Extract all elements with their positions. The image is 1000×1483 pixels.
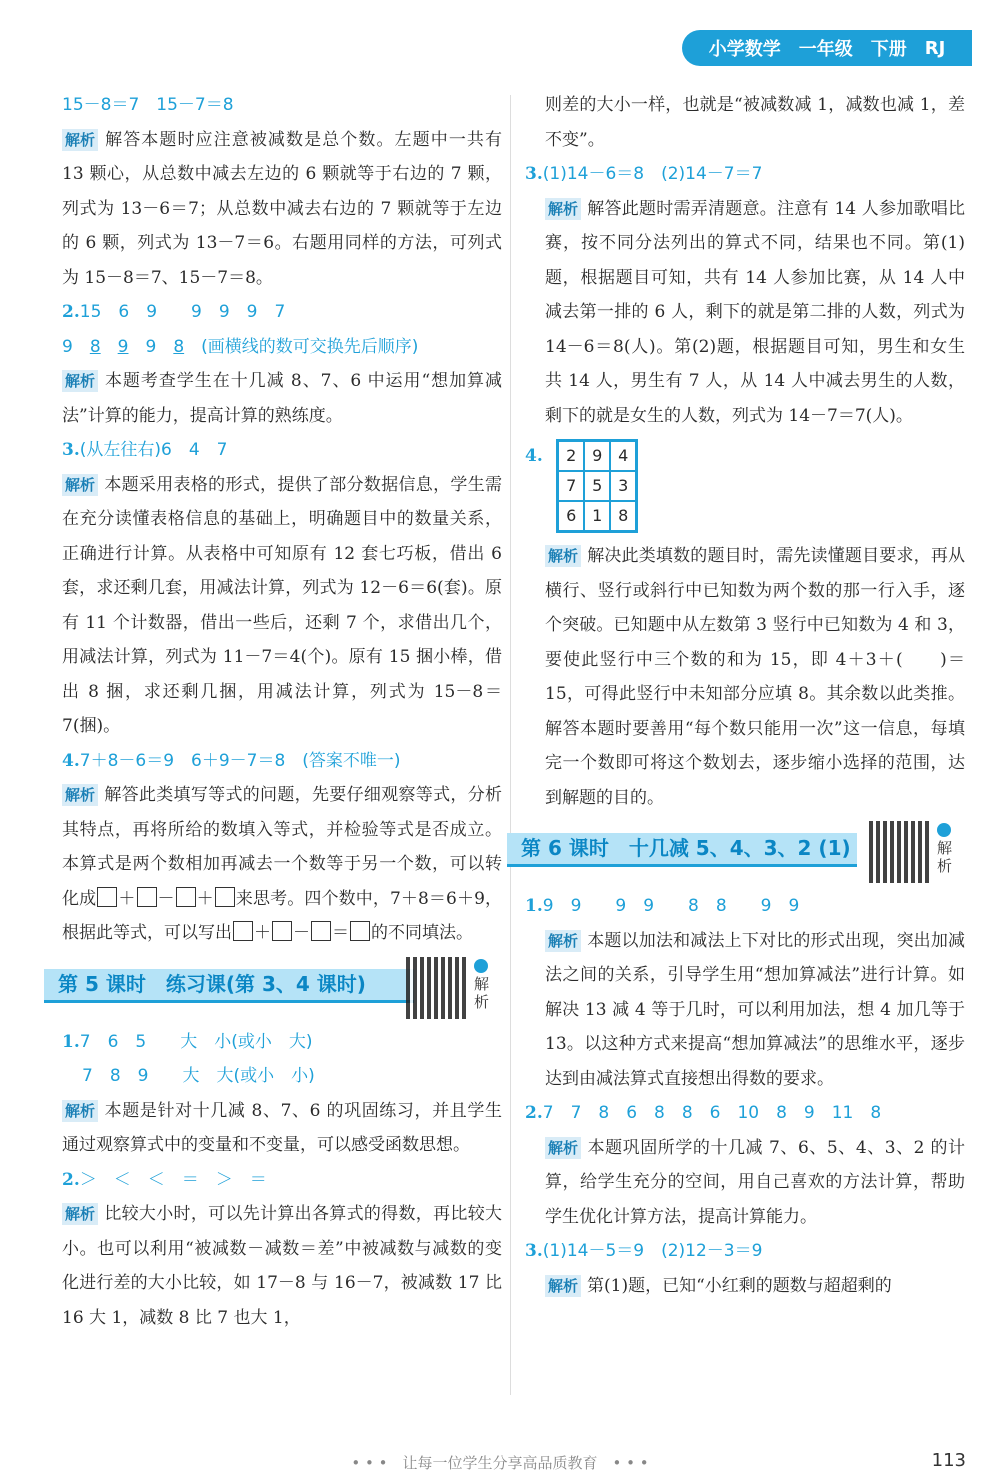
play-icon: [474, 959, 488, 973]
grid-cell: 9: [584, 441, 610, 471]
blank-box: [97, 887, 117, 907]
lesson-title: 第 5 课时 练习课(第 3、4 课时): [44, 969, 414, 1003]
blank-box: [350, 921, 370, 941]
analysis-paragraph: 解析 本题是针对十几减 8、7、6 的巩固练习，并且学生通过观察算式中的变量和不变量，可以感受函数思想。: [62, 1100, 502, 1155]
continued-paragraph: 则差的大小一样，也就是“被减数减 1，减数也减 1，差不变”。: [545, 95, 965, 150]
question-3-answer: 3.(1)14－6＝8 (2)14－7＝7: [525, 164, 763, 184]
lesson5-question-1-answer-line2: 7 8 9 大 大(或小 小): [82, 1066, 315, 1086]
analysis-paragraph: 解析 第(1)题，已知“小红剩的题数与超超剩的: [525, 1269, 965, 1304]
blank-box: [137, 887, 157, 907]
lesson6-question-2-answer: 2.7 7 8 6 8 8 6 10 8 9 11 8: [525, 1103, 882, 1123]
lesson-title: 第 6 课时 十几减 5、4、3、2 (1): [507, 833, 857, 867]
analysis-tag: 解析: [62, 1100, 98, 1122]
grid-cell: 3: [610, 471, 636, 501]
header-grade: 一年级: [798, 39, 853, 60]
header-edition: RJ: [924, 37, 946, 59]
analysis-paragraph: 解析 本题采用表格的形式，提供了部分数据信息，学生需在充分读懂表格信息的基础上，明确题目中的数量关系，正确进行计算。从表格中可知原有 12 套七巧板，借出 6 套，求还剩几套，用减法计算，列式为 12－6＝6(套)。原有 11 个计数器，借出一些后，还剩 7 个，求借出几个，用减法计算，列式为 11－7＝4(个)。原有 15 捆小棒，借出 8 捆，求还剩几捆，用减法计算，列式为 15－8＝7(捆)。: [62, 474, 502, 736]
analysis-paragraph: 解析 比较大小时，可以先计算出各算式的得数，再比较大小。也可以利用“被减数－减数＝差”中被减数与减数的变化进行差的大小比较，如 17－8 与 16－7，被减数 17 比 16 大 1，减数 8 比 7 也大 1，: [62, 1204, 502, 1328]
question-4-answer: 4.7＋8－6＝9 6＋9－7＝8 (答案不唯一): [62, 750, 401, 771]
question-4-answer: 4. 2 9 4 7 5 3 6 1 8: [525, 439, 965, 533]
right-column: [521, 88, 965, 1303]
analysis-tag: 解析: [545, 930, 581, 952]
analysis-paragraph: 解析 解答此题时需弄清题意。注意有 14 人参加歌唱比赛，按不同分法列出的算式不同，结果也不同。第(1)题，根据题目可知，共有 14 人参加比赛，从 14 人中减去第一排的 6 人，剩下的就是第二排的人数，列式为 14－6＝8(人)。第(2)题，根据题目可知，男生和女生共 14 人，男生有 7 人，从 14 人中减去男生的人数，剩下的就是女生的人数，列式为 14－7＝7(人)。: [545, 198, 965, 426]
analysis-tag: 解析: [62, 370, 98, 392]
left-column: [58, 88, 503, 1335]
header-volume: 下册: [870, 39, 907, 60]
analysis-tag: 解析: [545, 198, 581, 220]
grid-cell: 6: [558, 501, 584, 531]
lesson6-question-1-answer: 1.9 9 9 9 8 8 9 9: [525, 896, 800, 916]
blank-box: [272, 921, 292, 941]
analysis-paragraph: 解析 本题以加法和减法上下对比的形式出现，突出加减法之间的关系，引导学生用“想加算减法”进行计算。如解决 13 减 4 等于几时，可以利用加法，想 4 加几等于 13。以这种方式来提高“想加算减法”的思维水平，逐步达到由减法算式直接想出得数的要求。: [545, 930, 965, 1089]
footer-slogan: • • • 让每一位学生分享高品质教育 • • •: [351, 1454, 649, 1472]
qr-label: 解析: [937, 823, 955, 875]
blank-box: [311, 921, 331, 941]
analysis-paragraph: 解析 解决此类填数的题目时，需先读懂题目要求，再从横行、竖行或斜行中已知数为两个数的那一行入手，逐个突破。已知题中从左数第 3 竖行中已知数为 4 和 3，要使此竖行中三个数的和为 15，即 4＋3＋( )＝15，可得此竖行中未知部分应填 8。其余数以此类推。解答本题时要善用“每个数只能用一次”这一信息，每填完一个数即可将这个数划去，逐步缩小选择的范围，达到解题的目的。: [545, 546, 965, 808]
lesson5-question-1-answer: 1.7 6 5 大 小(或小 大): [62, 1031, 313, 1052]
grid-cell: 8: [610, 501, 636, 531]
question-2-answer-line2: 9 8 9 9 8 (画横线的数可交换先后顺序): [62, 336, 419, 357]
analysis-paragraph: 解析 解答此类填写等式的问题，先要仔细观察等式，分析其特点，再将所给的数填入等式，并检验等式是否成立。本算式是两个数相加再减去一个数等于另一个数，可以转化成 ＋ － ＋ 来思考。四个数中，7＋8＝6＋9，根据此等式，可以写出 ＋ － ＝ 的不同填法。: [62, 785, 503, 943]
qr-code-icon[interactable]: [406, 957, 468, 1019]
header-book-tag: [682, 30, 972, 66]
lesson6-question-3-answer: 3.(1)14－5＝9 (2)12－3＝9: [525, 1241, 763, 1261]
header-subject: 小学数学: [708, 39, 781, 60]
analysis-tag: 解析: [62, 474, 98, 496]
magic-square-grid: [556, 439, 638, 533]
analysis-tag: 解析: [545, 1275, 581, 1297]
grid-cell: 1: [584, 501, 610, 531]
answer-line: 15－8＝7 15－7＝8: [62, 95, 234, 115]
grid-cell: 2: [558, 441, 584, 471]
analysis-paragraph: 解析 本题巩固所学的十几减 7、6、5、4、3、2 的计算，给学生充分的空间，用自己喜欢的方法计算，帮助学生优化计算方法，提高计算能力。: [545, 1137, 965, 1227]
column-divider: [510, 95, 511, 1395]
analysis-paragraph: 解析 本题考查学生在十几减 8、7、6 中运用“想加算减法”计算的能力，提高计算的熟练度。: [62, 371, 502, 426]
grid-cell: 7: [558, 471, 584, 501]
analysis-tag: 解析: [62, 129, 98, 151]
analysis-tag: 解析: [62, 784, 98, 806]
analysis-tag: 解析: [545, 545, 581, 567]
blank-box: [215, 887, 235, 907]
play-icon: [937, 823, 951, 837]
blank-box: [176, 887, 196, 907]
question-2-answer: 2.15 6 9 9 9 9 7: [62, 302, 286, 322]
question-3-answer: 3.(从左往右)6 4 7: [62, 440, 228, 460]
lesson-5-header: [58, 957, 502, 1017]
analysis-tag: 解析: [545, 1137, 581, 1159]
qr-label: 解析: [474, 959, 492, 1011]
analysis-paragraph: 解析 解答本题时应注意被减数是总个数。左题中一共有 13 颗心，从总数中减去左边的 6 颗就等于右边的 7 颗，列式为 13－6＝7；从总数中减去右边的 7 颗就等于左边的 6 颗，列式为 13－7＝6。右题用同样的方法，可列式为 15－8＝7、15－7＝8。: [62, 129, 502, 288]
page-number: 113: [931, 1450, 966, 1471]
lesson5-question-2-answer: 2.＞ ＜ ＜ ＝ ＞ ＝: [62, 1169, 267, 1190]
qr-code-icon[interactable]: [869, 821, 931, 883]
grid-cell: 5: [584, 471, 610, 501]
grid-cell: 4: [610, 441, 636, 471]
blank-box: [233, 921, 253, 941]
analysis-tag: 解析: [62, 1203, 98, 1225]
lesson-6-header: [521, 821, 965, 881]
